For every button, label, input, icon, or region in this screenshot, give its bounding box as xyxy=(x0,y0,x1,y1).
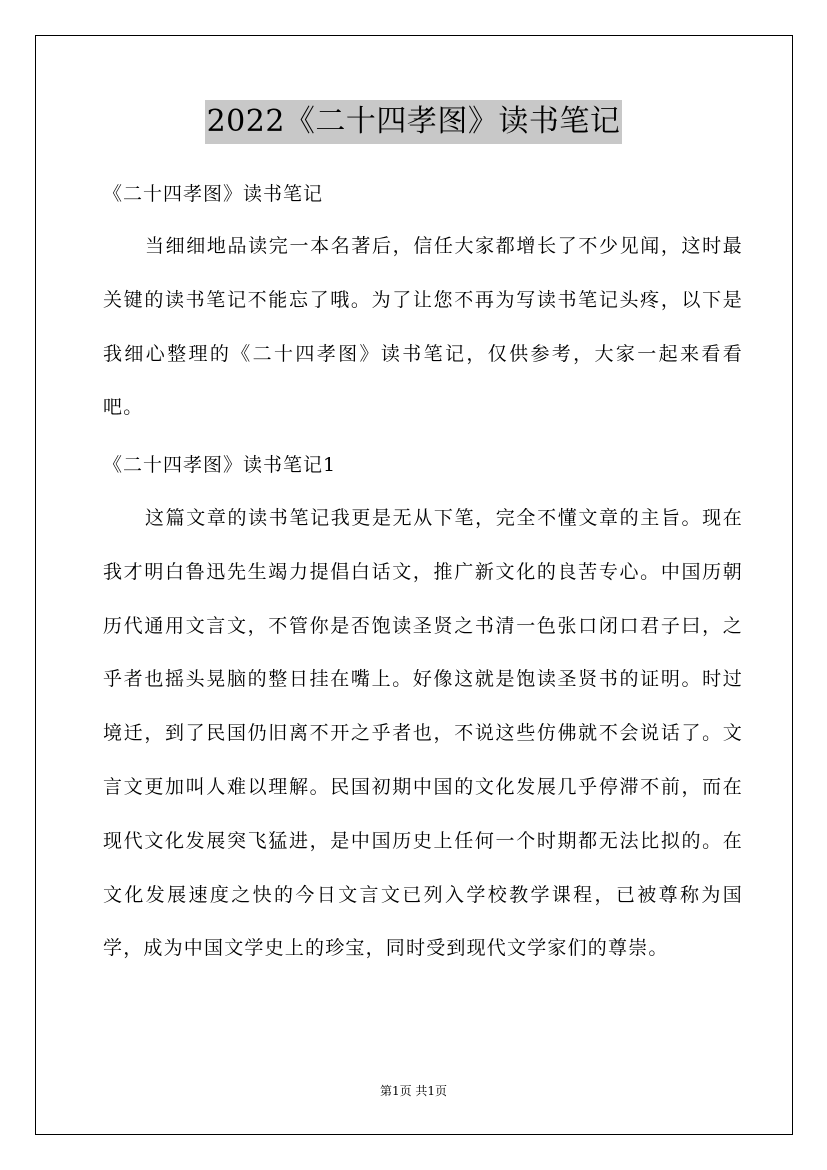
page-footer: 第1页 共1页 xyxy=(379,1084,448,1098)
title-container xyxy=(0,100,827,144)
section-heading: 《二十四孝图》读书笔记1 xyxy=(103,454,337,476)
section-body-paragraph: 这篇文章的读书笔记我更是无从下笔，完全不懂文章的主旨。现在我才明白鲁迅先生竭力提倡白话文，推广新文化的良苦专心。中国历朝历代通用文言文，不管你是否饱读圣贤之书清一色张口闭口君子曰，之乎者也摇头晃脑的整日挂在嘴上。好像这就是饱读圣贤书的证明。时过境迁，到了民国仍旧离不开之乎者也，不说这些仿佛就不会说话了。文言文更加叫人难以理解。民国初期中国的文化发展几乎停滞不前，而在现代文化发展突飞猛进，是中国历史上任何一个时期都无法比拟的。在文化发展速度之快的今日文言文已列入学校教学课程，已被尊称为国学，成为中国文学史上的珍宝，同时受到现代文学家们的尊崇。 xyxy=(103,507,743,960)
document-title: 2022《二十四孝图》读书笔记 xyxy=(205,100,623,144)
document-subtitle: 《二十四孝图》读书笔记 xyxy=(103,183,324,205)
intro-paragraph: 当细细地品读完一本名著后，信任大家都增长了不少见闻，这时最关键的读书笔记不能忘了哦。为了让您不再为写读书笔记头疼，以下是我细心整理的《二十四孝图》读书笔记，仅供参考，大家一起来看看吧。 xyxy=(103,235,743,419)
